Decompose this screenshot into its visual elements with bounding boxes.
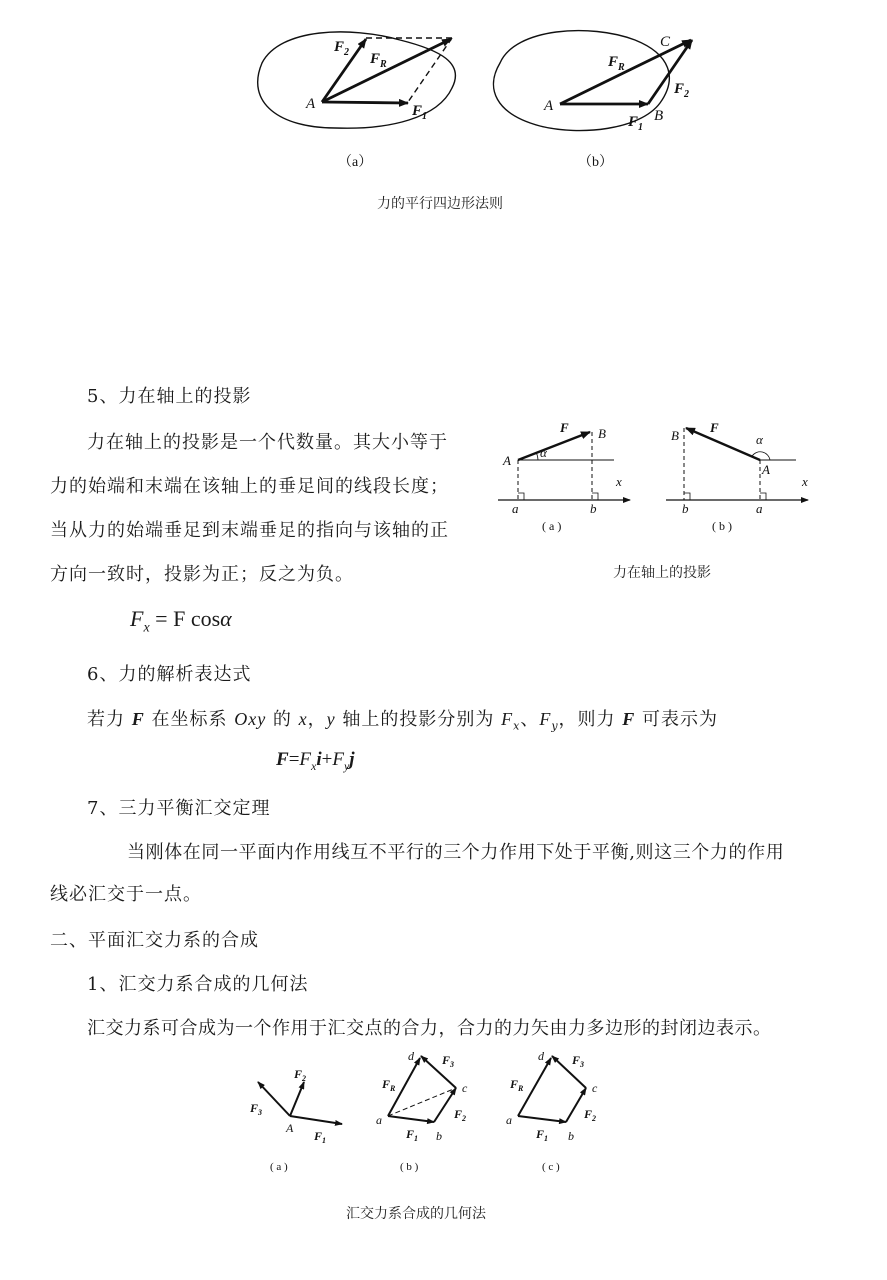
label-F3: $F_3$ — [250, 1101, 263, 1117]
label-FR: $F_R$ — [510, 1077, 524, 1093]
label-B: B — [598, 426, 606, 441]
label-b: b — [568, 1129, 574, 1143]
chapter-heading: 二、平面汇交力系的合成 — [50, 930, 259, 951]
vector-F3 — [258, 1082, 290, 1116]
right-angle-mark — [518, 493, 524, 500]
label-B: B — [654, 108, 664, 124]
label-x: x — [802, 474, 808, 489]
label-b: b — [436, 1129, 442, 1143]
label-a: a — [376, 1113, 382, 1127]
label-FR: $F_R$ — [608, 54, 625, 73]
vector-F2 — [434, 1088, 456, 1122]
label-A: A — [286, 1121, 294, 1135]
vector-F1 — [518, 1116, 566, 1122]
caption-a: ( a ) — [542, 519, 562, 533]
label-FR: $F_R$ — [382, 1077, 396, 1093]
vector-F — [518, 432, 590, 460]
label-F2: $F_2$ — [584, 1107, 597, 1123]
vector-F1 — [388, 1116, 434, 1122]
label-c: c — [592, 1081, 598, 1095]
label-F1: $F_1$ — [628, 114, 644, 133]
vector-F — [686, 428, 760, 460]
dashed-line — [408, 38, 452, 102]
label-C: C — [660, 34, 671, 50]
caption-b: （b） — [578, 155, 613, 170]
force-polygon-figure — [236, 1046, 616, 1186]
vector-formula: $F=F_xi+F_yj$ — [276, 749, 355, 773]
caption-c: ( c ) — [542, 1161, 560, 1173]
label-FR: $F_R$ — [370, 51, 387, 70]
diagram-a — [249, 1067, 342, 1173]
figure-caption: 力的平行四边形法则 — [377, 196, 503, 212]
diagram-a — [498, 420, 630, 533]
label-B: B — [671, 428, 679, 443]
projection-figure — [490, 412, 830, 542]
right-angle-mark — [592, 493, 598, 500]
label-b: b — [590, 501, 597, 516]
paragraph-line: 力在轴上的投影是一个代数量。其大小等于 — [87, 432, 448, 453]
paragraph-line: 线必汇交于一点。 — [50, 884, 202, 905]
label-F1: $F_1$ — [314, 1129, 327, 1145]
section-heading: 1、汇交力系合成的几何法 — [87, 974, 309, 995]
label-a: a — [506, 1113, 512, 1127]
label-F2: $F_2$ — [334, 39, 350, 58]
figure-caption: 力在轴上的投影 — [613, 565, 711, 581]
caption-a: ( a ) — [270, 1161, 288, 1173]
label-F: F — [710, 420, 719, 435]
paragraph-line: 当刚体在同一平面内作用线互不平行的三个力作用下处于平衡,则这三个力的作用 — [127, 842, 785, 863]
label-F2: $F_2$ — [294, 1067, 307, 1083]
diagram-a — [258, 32, 456, 170]
label-F2: $F_2$ — [454, 1107, 467, 1123]
projection-formula: $F_x = F$ cosα — [130, 606, 232, 636]
right-angle-mark — [760, 493, 766, 500]
vector-F2 — [566, 1088, 586, 1122]
section-heading: 7、三力平衡汇交定理 — [87, 798, 271, 819]
paragraph-line: 方向一致时，投影为正；反之为负。 — [50, 564, 354, 585]
label-d: d — [538, 1049, 544, 1063]
label-F3: $F_3$ — [442, 1053, 455, 1069]
label-a: a — [512, 501, 519, 516]
label-alpha: α — [756, 432, 763, 447]
right-angle-mark — [684, 493, 690, 500]
label-b: b — [682, 501, 689, 516]
parallelogram-figure — [240, 18, 710, 178]
caption-b: ( b ) — [400, 1161, 419, 1173]
label-alpha: α — [540, 445, 547, 460]
section-heading: 6、力的解析表达式 — [87, 664, 252, 685]
vector-F1 — [322, 102, 408, 103]
label-c: c — [462, 1081, 468, 1095]
paragraph-line: 当从力的始端垂足到末端垂足的指向与该轴的正 — [50, 520, 449, 541]
label-x: x — [616, 474, 622, 489]
diagram-c — [506, 1049, 598, 1173]
label-F: F — [560, 420, 569, 435]
label-F1: $F_1$ — [536, 1127, 549, 1143]
caption-b: ( b ) — [712, 519, 732, 533]
vector-F2 — [290, 1082, 304, 1116]
label-A: A — [503, 453, 511, 468]
paragraph-line: 汇交力系可合成为一个作用于汇交点的合力，合力的力矢由力多边形的封闭边表示。 — [87, 1018, 772, 1039]
label-F3: $F_3$ — [572, 1053, 585, 1069]
label-F1: $F_1$ — [412, 103, 428, 122]
label-F1: $F_1$ — [406, 1127, 419, 1143]
label-A: A — [762, 462, 770, 477]
paragraph-line: 若力 F 在坐标系 Oxy 的 x，y 轴上的投影分别为 $F_x$、$F_y$，则力 F 可表示为 — [87, 709, 719, 733]
section-heading: 5、力在轴上的投影 — [87, 386, 252, 407]
label-d: d — [408, 1049, 414, 1063]
diagram-b — [493, 31, 692, 170]
label-a: a — [756, 501, 763, 516]
diagram-b — [666, 420, 808, 533]
label-F2: $F_2$ — [674, 81, 690, 100]
rigid-body-outline — [493, 31, 669, 131]
vector-F1 — [290, 1116, 342, 1124]
diagram-b — [376, 1049, 468, 1173]
label-A: A — [544, 98, 554, 114]
label-A: A — [306, 96, 316, 112]
caption-a: （a） — [338, 155, 373, 170]
paragraph-line: 力的始端和末端在该轴上的垂足间的线段长度； — [50, 476, 449, 497]
figure-caption: 汇交力系合成的几何法 — [346, 1206, 486, 1222]
